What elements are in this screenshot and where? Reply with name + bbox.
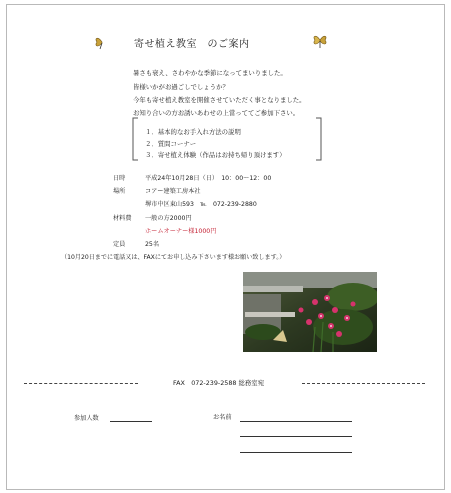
participants-field[interactable] — [110, 421, 152, 422]
greeting-line-1: 暑さも衰え、さわやかな季節になってまいりました。 — [133, 69, 287, 77]
name-label: お名前 — [213, 414, 232, 421]
name-field[interactable] — [240, 421, 352, 422]
application-note: （10月20日までに電話又は、FAXにてお申し込み下さいます様お願い致します。） — [61, 254, 286, 261]
greeting-line-3: 今年も寄せ植え教室を開催させていただく事となりました。 — [133, 96, 306, 104]
cut-line-left — [24, 383, 138, 384]
butterfly-icon — [93, 33, 111, 51]
butterfly-icon — [311, 32, 329, 50]
flower-photo — [243, 272, 377, 352]
fee-owner: ホームオーナー様1000円 — [145, 228, 217, 235]
capacity-label: 定員 — [113, 241, 126, 248]
extra-field-line[interactable] — [240, 452, 352, 453]
program-item: ３．寄せ植え体験（作品はお持ち帰り頂けます） — [145, 151, 286, 159]
date-value: 平成24年10月28日（日） 10：00～12：00 — [145, 175, 272, 182]
cut-line-right — [302, 383, 425, 384]
date-label: 日時 — [113, 175, 126, 182]
venue-address: 堺市中区東山593 ℡ 072-239-2880 — [145, 201, 257, 208]
program-item: ２．質問コーナー — [145, 140, 197, 148]
venue-name: コアー建築工房本社 — [145, 188, 201, 195]
participants-label: 参加人数 — [74, 415, 99, 422]
program-item: １．基本的なお手入れ方法の説明 — [145, 128, 241, 136]
venue-label: 場所 — [113, 188, 126, 195]
fee-general: 一般の方2000円 — [145, 215, 192, 222]
page-title: 寄せ植え教室 のご案内 — [134, 39, 250, 50]
fee-label: 材料費 — [113, 215, 132, 222]
extra-field-line[interactable] — [240, 436, 352, 437]
fax-number: FAX 072-239-2588 総務室宛 — [173, 379, 265, 387]
greeting-line-2: 皆様いかがお過ごしでしょうか？ — [133, 83, 229, 91]
greeting-line-4: お知り合いの方お誘いあわせの上當っててご参加下さい。 — [133, 109, 300, 117]
capacity-value: 25名 — [145, 241, 160, 248]
